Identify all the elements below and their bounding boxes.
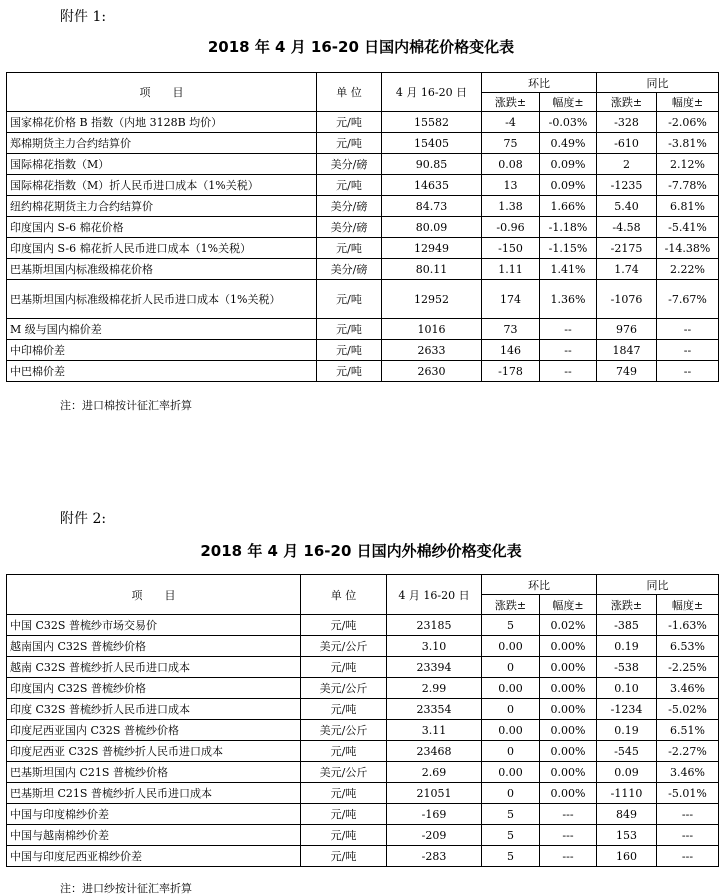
- cell-yoy-pct: -7.67%: [657, 280, 719, 319]
- cell-item-name: 印度 C32S 普梳纱折人民币进口成本: [7, 699, 301, 720]
- cell-yoy-change: -610: [597, 133, 657, 154]
- cell-item-name: 印度国内 S-6 棉花折人民币进口成本（1%关税）: [7, 238, 317, 259]
- table-row: [7, 133, 719, 154]
- header-mom-pct: 幅度±: [540, 93, 597, 112]
- cotton-table-title: 2018 年 4 月 16-20 日国内棉花价格变化表: [207, 38, 515, 56]
- cell-mom-pct: --: [540, 319, 597, 340]
- cell-item-name: M 级与国内棉价差: [7, 319, 317, 340]
- attachment-label-1: 附件 1:: [60, 9, 107, 25]
- cell-mom-change: -178: [482, 361, 540, 382]
- cell-yoy-pct: 6.53%: [657, 636, 719, 657]
- cell-mom-change: -4: [482, 112, 540, 133]
- header-period: 4 月 16-20 日: [382, 73, 482, 112]
- cell-item-name: 郑棉期货主力合约结算价: [7, 133, 317, 154]
- table-row: [7, 154, 719, 175]
- cell-unit: 美元/公斤: [301, 678, 387, 699]
- header-yoy-change: 涨跌±: [597, 93, 657, 112]
- cell-unit: 元/吨: [317, 361, 382, 382]
- cell-item-name: 中国与越南棉纱价差: [7, 825, 301, 846]
- header-mom: 环比: [482, 575, 597, 595]
- header-item: 项 目: [7, 575, 301, 615]
- header-mom-pct: 幅度±: [540, 595, 597, 615]
- cell-mom-change: 0.00: [482, 720, 540, 741]
- header-yoy-pct: 幅度±: [657, 595, 719, 615]
- cell-yoy-change: 1.74: [597, 259, 657, 280]
- cell-mom-pct: -1.15%: [540, 238, 597, 259]
- cell-yoy-change: -1110: [597, 783, 657, 804]
- attachment-label-2: 附件 2:: [60, 511, 107, 527]
- cell-period-value: -209: [387, 825, 482, 846]
- cell-mom-pct: 0.00%: [540, 699, 597, 720]
- table-row: [7, 238, 719, 259]
- table-row: [7, 340, 719, 361]
- cell-mom-change: 5: [482, 825, 540, 846]
- cell-unit: 美元/公斤: [301, 636, 387, 657]
- cell-mom-change: 13: [482, 175, 540, 196]
- table-row: [7, 783, 719, 804]
- table-row: [7, 678, 719, 699]
- cell-unit: 元/吨: [301, 657, 387, 678]
- cell-yoy-change: 153: [597, 825, 657, 846]
- cell-mom-pct: ---: [540, 846, 597, 867]
- cell-period-value: 3.10: [387, 636, 482, 657]
- cell-yoy-pct: -1.63%: [657, 615, 719, 636]
- header-unit: 单 位: [301, 575, 387, 615]
- cell-unit: 元/吨: [317, 175, 382, 196]
- table-row: [7, 741, 719, 762]
- cell-yoy-change: 849: [597, 804, 657, 825]
- header-yoy-change: 涨跌±: [597, 595, 657, 615]
- cell-mom-change: 5: [482, 615, 540, 636]
- table-row: [7, 762, 719, 783]
- cell-yoy-change: -538: [597, 657, 657, 678]
- cell-unit: 美分/磅: [317, 154, 382, 175]
- cell-yoy-change: 160: [597, 846, 657, 867]
- cell-yoy-change: 749: [597, 361, 657, 382]
- table-row: [7, 175, 719, 196]
- cell-mom-pct: 0.09%: [540, 154, 597, 175]
- cell-yoy-change: -4.58: [597, 217, 657, 238]
- cell-yoy-pct: -7.78%: [657, 175, 719, 196]
- header-yoy-pct: 幅度±: [657, 93, 719, 112]
- cell-item-name: 印度尼西亚国内 C32S 普梳纱价格: [7, 720, 301, 741]
- cell-yoy-pct: 2.22%: [657, 259, 719, 280]
- cell-period-value: 2.99: [387, 678, 482, 699]
- cell-mom-change: 0: [482, 657, 540, 678]
- table-row: [7, 280, 719, 319]
- cell-mom-pct: 1.66%: [540, 196, 597, 217]
- table-row: [7, 636, 719, 657]
- cell-mom-change: 0: [482, 699, 540, 720]
- cell-unit: 美分/磅: [317, 217, 382, 238]
- header-unit: 单 位: [317, 73, 382, 112]
- cell-mom-change: 75: [482, 133, 540, 154]
- cell-unit: 元/吨: [301, 825, 387, 846]
- cell-yoy-change: -1234: [597, 699, 657, 720]
- cell-mom-pct: 0.00%: [540, 741, 597, 762]
- table-row: [7, 699, 719, 720]
- header-mom: 环比: [482, 73, 597, 93]
- cell-mom-change: 1.38: [482, 196, 540, 217]
- cell-mom-change: -0.96: [482, 217, 540, 238]
- cell-period-value: 90.85: [382, 154, 482, 175]
- cell-yoy-change: 976: [597, 319, 657, 340]
- cell-yoy-pct: --: [657, 319, 719, 340]
- cell-yoy-pct: 6.81%: [657, 196, 719, 217]
- cell-mom-pct: --: [540, 340, 597, 361]
- cell-item-name: 印度尼西亚 C32S 普梳纱折人民币进口成本: [7, 741, 301, 762]
- cell-item-name: 中国与印度棉纱价差: [7, 804, 301, 825]
- cell-period-value: 12949: [382, 238, 482, 259]
- cell-yoy-change: 0.10: [597, 678, 657, 699]
- header-yoy: 同比: [597, 575, 719, 595]
- cell-unit: 元/吨: [317, 238, 382, 259]
- cell-item-name: 巴基斯坦国内 C21S 普梳纱价格: [7, 762, 301, 783]
- table-row: [7, 196, 719, 217]
- cell-mom-change: 0: [482, 783, 540, 804]
- cell-unit: 美分/磅: [317, 259, 382, 280]
- table-row: [7, 259, 719, 280]
- cell-mom-pct: ---: [540, 804, 597, 825]
- cell-yoy-pct: -3.81%: [657, 133, 719, 154]
- table-row: [7, 720, 719, 741]
- cell-mom-change: 5: [482, 804, 540, 825]
- cell-item-name: 中印棉价差: [7, 340, 317, 361]
- cell-mom-change: 146: [482, 340, 540, 361]
- cell-mom-pct: 1.41%: [540, 259, 597, 280]
- cell-period-value: 15582: [382, 112, 482, 133]
- cell-yoy-pct: -5.41%: [657, 217, 719, 238]
- table-row: [7, 657, 719, 678]
- cell-mom-change: 0: [482, 741, 540, 762]
- header-item: 项 目: [7, 73, 317, 112]
- cell-yoy-change: 0.19: [597, 720, 657, 741]
- cell-item-name: 纽约棉花期货主力合约结算价: [7, 196, 317, 217]
- header-period: 4 月 16-20 日: [387, 575, 482, 615]
- cell-yoy-change: 0.09: [597, 762, 657, 783]
- cell-item-name: 巴基斯坦国内标准级棉花价格: [7, 259, 317, 280]
- cell-mom-change: 174: [482, 280, 540, 319]
- cell-yoy-pct: --: [657, 340, 719, 361]
- cell-item-name: 越南国内 C32S 普梳纱价格: [7, 636, 301, 657]
- cell-period-value: 84.73: [382, 196, 482, 217]
- cell-unit: 元/吨: [301, 615, 387, 636]
- cell-period-value: 1016: [382, 319, 482, 340]
- cell-mom-pct: -1.18%: [540, 217, 597, 238]
- cell-period-value: 80.09: [382, 217, 482, 238]
- cell-yoy-change: -545: [597, 741, 657, 762]
- cell-yoy-pct: ---: [657, 846, 719, 867]
- cell-yoy-pct: -2.06%: [657, 112, 719, 133]
- cell-period-value: 14635: [382, 175, 482, 196]
- cell-yoy-pct: -14.38%: [657, 238, 719, 259]
- cell-period-value: 2.69: [387, 762, 482, 783]
- cell-unit: 元/吨: [301, 804, 387, 825]
- cell-mom-pct: 0.09%: [540, 175, 597, 196]
- cell-mom-pct: 0.00%: [540, 678, 597, 699]
- cell-yoy-change: -385: [597, 615, 657, 636]
- cell-mom-pct: 1.36%: [540, 280, 597, 319]
- cell-unit: 美元/公斤: [301, 762, 387, 783]
- cell-mom-pct: 0.00%: [540, 657, 597, 678]
- cell-mom-pct: ---: [540, 825, 597, 846]
- cell-mom-pct: 0.02%: [540, 615, 597, 636]
- cell-unit: 元/吨: [317, 280, 382, 319]
- cell-mom-change: 0.00: [482, 636, 540, 657]
- cell-period-value: 3.11: [387, 720, 482, 741]
- yarn-table-title: 2018 年 4 月 16-20 日国内外棉纱价格变化表: [200, 542, 522, 560]
- cell-mom-change: -150: [482, 238, 540, 259]
- cell-yoy-change: -2175: [597, 238, 657, 259]
- header-yoy: 同比: [597, 73, 719, 93]
- cell-item-name: 越南 C32S 普梳纱折人民币进口成本: [7, 657, 301, 678]
- cell-mom-pct: 0.49%: [540, 133, 597, 154]
- cell-period-value: -169: [387, 804, 482, 825]
- cell-yoy-pct: -5.01%: [657, 783, 719, 804]
- cell-yoy-pct: -2.25%: [657, 657, 719, 678]
- cell-unit: 元/吨: [317, 133, 382, 154]
- cell-item-name: 中巴棉价差: [7, 361, 317, 382]
- cell-item-name: 国际棉花指数（M）: [7, 154, 317, 175]
- cell-period-value: 21051: [387, 783, 482, 804]
- cell-yoy-change: 2: [597, 154, 657, 175]
- cell-period-value: 15405: [382, 133, 482, 154]
- cell-yoy-change: -1235: [597, 175, 657, 196]
- cell-unit: 元/吨: [301, 783, 387, 804]
- cell-yoy-pct: ---: [657, 825, 719, 846]
- cell-unit: 元/吨: [301, 699, 387, 720]
- cell-item-name: 中国 C32S 普梳纱市场交易价: [7, 615, 301, 636]
- cell-mom-pct: 0.00%: [540, 762, 597, 783]
- cell-unit: 元/吨: [301, 741, 387, 762]
- cell-unit: 美元/公斤: [301, 720, 387, 741]
- cell-item-name: 国家棉花价格 B 指数（内地 3128B 均价）: [7, 112, 317, 133]
- table-note-1: 注：进口棉按计征汇率折算: [60, 399, 192, 412]
- cell-item-name: 中国与印度尼西亚棉纱价差: [7, 846, 301, 867]
- table-row: [7, 615, 719, 636]
- cell-yoy-pct: -2.27%: [657, 741, 719, 762]
- cell-mom-change: 0.00: [482, 762, 540, 783]
- cell-yoy-pct: 3.46%: [657, 762, 719, 783]
- cell-yoy-change: 5.40: [597, 196, 657, 217]
- cell-item-name: 印度国内 C32S 普梳纱价格: [7, 678, 301, 699]
- cell-period-value: 2633: [382, 340, 482, 361]
- cell-mom-pct: -0.03%: [540, 112, 597, 133]
- yarn-price-table: [6, 574, 719, 867]
- cell-period-value: 80.11: [382, 259, 482, 280]
- cell-yoy-pct: ---: [657, 804, 719, 825]
- cell-unit: 元/吨: [317, 319, 382, 340]
- table-row: [7, 217, 719, 238]
- cell-unit: 美分/磅: [317, 196, 382, 217]
- cell-mom-change: 73: [482, 319, 540, 340]
- cell-yoy-pct: 2.12%: [657, 154, 719, 175]
- cell-yoy-pct: 3.46%: [657, 678, 719, 699]
- cell-yoy-change: 0.19: [597, 636, 657, 657]
- cell-mom-change: 0.08: [482, 154, 540, 175]
- cell-yoy-change: -328: [597, 112, 657, 133]
- cell-item-name: 国际棉花指数（M）折人民币进口成本（1%关税）: [7, 175, 317, 196]
- table-row: [7, 361, 719, 382]
- cell-yoy-change: 1847: [597, 340, 657, 361]
- cell-yoy-pct: 6.51%: [657, 720, 719, 741]
- cell-period-value: 2630: [382, 361, 482, 382]
- cell-period-value: 23185: [387, 615, 482, 636]
- cell-unit: 元/吨: [317, 112, 382, 133]
- cell-period-value: -283: [387, 846, 482, 867]
- cell-yoy-pct: -5.02%: [657, 699, 719, 720]
- cell-period-value: 23354: [387, 699, 482, 720]
- cell-mom-pct: 0.00%: [540, 636, 597, 657]
- cell-mom-change: 0.00: [482, 678, 540, 699]
- cell-mom-pct: 0.00%: [540, 783, 597, 804]
- cell-mom-change: 1.11: [482, 259, 540, 280]
- table-row: [7, 112, 719, 133]
- cell-unit: 元/吨: [301, 846, 387, 867]
- table-row: [7, 825, 719, 846]
- table-row: [7, 804, 719, 825]
- cell-yoy-change: -1076: [597, 280, 657, 319]
- cell-mom-change: 5: [482, 846, 540, 867]
- cell-yoy-pct: --: [657, 361, 719, 382]
- cell-unit: 元/吨: [317, 340, 382, 361]
- cell-item-name: 巴基斯坦 C21S 普梳纱折人民币进口成本: [7, 783, 301, 804]
- cell-item-name: 巴基斯坦国内标准级棉花折人民币进口成本（1%关税）: [7, 280, 317, 319]
- cell-item-name: 印度国内 S-6 棉花价格: [7, 217, 317, 238]
- cell-mom-pct: 0.00%: [540, 720, 597, 741]
- cotton-price-table: [6, 72, 719, 382]
- table-row: [7, 846, 719, 867]
- header-mom-change: 涨跌±: [482, 595, 540, 615]
- table-note-2: 注：进口纱按计征汇率折算: [60, 882, 192, 895]
- table-row: [7, 319, 719, 340]
- header-mom-change: 涨跌±: [482, 93, 540, 112]
- cell-period-value: 23394: [387, 657, 482, 678]
- cell-period-value: 23468: [387, 741, 482, 762]
- cell-period-value: 12952: [382, 280, 482, 319]
- cell-mom-pct: --: [540, 361, 597, 382]
